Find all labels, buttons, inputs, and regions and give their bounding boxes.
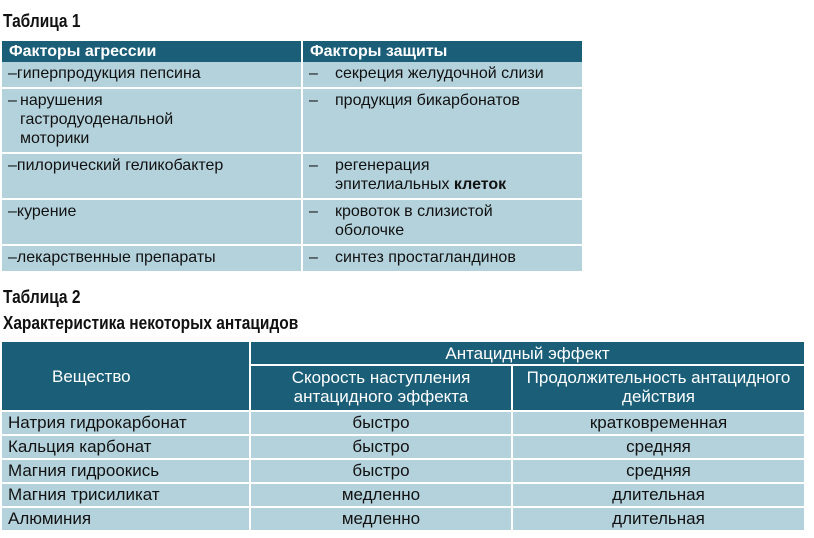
table2-caption: Таблица 2 — [3, 287, 81, 307]
protection-cell: – регенерация эпителиальных клеток — [302, 153, 582, 199]
aggression-cell: –пилорический геликобактер — [2, 153, 302, 199]
table-row — [2, 411, 804, 435]
duration-cell: кратковременная — [512, 411, 804, 435]
table-row — [2, 459, 804, 483]
protection-cell: – синтез простагландинов — [302, 245, 582, 272]
table-row — [2, 507, 804, 530]
speed-cell: медленно — [250, 483, 512, 507]
aggression-cell: –гиперпродукция пепсина — [2, 62, 302, 88]
substance-cell: Натрия гидрокарбонат — [2, 411, 250, 435]
substance-cell: Кальция карбонат — [2, 435, 250, 459]
table-row — [2, 245, 582, 272]
aggression-cell: –лекарственные препараты — [2, 245, 302, 272]
duration-cell: средняя — [512, 435, 804, 459]
table-row — [2, 88, 582, 153]
header-duration: Продолжительность антацидного действия — [512, 365, 804, 411]
factors-table — [2, 41, 582, 273]
aggression-cell: – нарушения гастродуоденальной моторики — [2, 88, 302, 153]
table-header-row — [2, 41, 582, 62]
header-antacid-effect: Антацидный эффект — [250, 342, 804, 365]
table-row — [2, 483, 804, 507]
header-substance: Вещество — [2, 342, 250, 411]
table1-caption: Таблица 1 — [3, 11, 81, 31]
protection-cell: – секреция желудочной слизи — [302, 62, 582, 88]
duration-cell: средняя — [512, 459, 804, 483]
table-row — [2, 153, 582, 199]
table-row — [2, 435, 804, 459]
speed-cell: быстро — [250, 411, 512, 435]
protection-cell: – кровоток в слизистой оболочке — [302, 199, 582, 245]
substance-cell: Алюминия — [2, 507, 250, 530]
table-row — [2, 62, 582, 88]
table-header-row — [2, 342, 804, 365]
speed-cell: быстро — [250, 459, 512, 483]
table2-title: Характеристика некоторых антацидов — [3, 313, 299, 333]
duration-cell: длительная — [512, 507, 804, 530]
protection-cell: – продукция бикарбонатов — [302, 88, 582, 153]
speed-cell: быстро — [250, 435, 512, 459]
antacids-table — [2, 342, 804, 530]
aggression-cell: –курение — [2, 199, 302, 245]
header-speed: Скорость наступления антацидного эффекта — [250, 365, 512, 411]
substance-cell: Магния гидроокись — [2, 459, 250, 483]
speed-cell: медленно — [250, 507, 512, 530]
substance-cell: Магния трисиликат — [2, 483, 250, 507]
header-protection: Факторы защиты — [302, 41, 582, 62]
duration-cell: длительная — [512, 483, 804, 507]
table-row — [2, 199, 582, 245]
header-aggression: Факторы агрессии — [2, 41, 302, 62]
